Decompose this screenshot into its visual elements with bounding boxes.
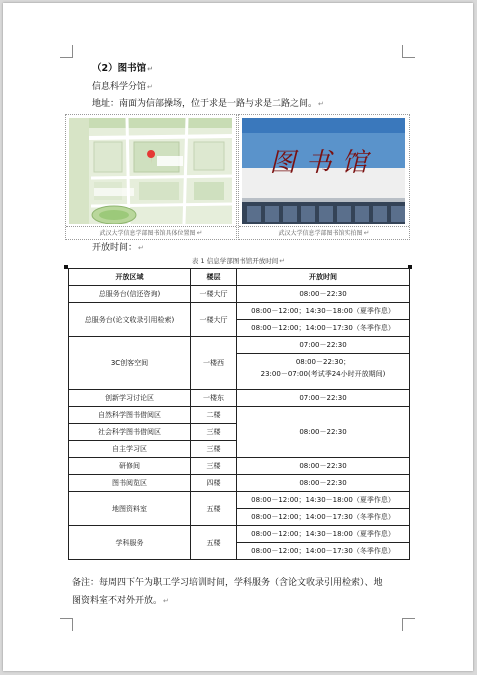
branch-name: 信息科学分馆↵ [92,82,153,92]
time-summer: 08:00－12:00；14:30－18:00（夏季作息） [251,496,395,504]
crop-mark-bottom-right [402,618,415,631]
table-row [69,475,410,492]
cell-floor: 一楼东 [191,390,237,407]
cell-time: 08:00－22:30 [237,475,410,492]
crop-mark-top-left [60,45,73,58]
header-area: 开放区域 [69,269,191,286]
crop-mark-bottom-left [60,618,73,631]
table-row [69,492,410,526]
cell-floor: 一楼大厅 [191,286,237,303]
cell-time [237,526,410,560]
cell-time [237,337,410,390]
cell-floor: 一楼西 [191,337,237,390]
note-line-1: 备注：每周四下午为职工学习培训时间，学科服务（含论文收录引用检索）、地 [72,578,383,588]
time-summer: 08:00－12:00；14:30－18:00（夏季作息） [251,307,395,315]
table-row [69,458,410,475]
cell-floor: 四楼 [191,475,237,492]
cell-area: 创新学习讨论区 [69,390,191,407]
cell-area: 3C创客空间 [69,337,191,390]
photo-caption: 武汉大学信息学部图书馆实拍图↵ [239,226,409,239]
table-row [69,286,410,303]
cell-floor: 三楼 [191,441,237,458]
crop-mark-top-right [402,45,415,58]
cell-floor: 三楼 [191,458,237,475]
table-caption: 表 1 信息学部图书馆开放时间↵ [191,257,286,265]
cell-area: 自然科学图书借阅区 [69,407,191,424]
cell-floor: 三楼 [191,424,237,441]
time-winter: 08:00－12:00；14:00－17:30（冬季作息） [237,319,409,336]
cell-time: 08:00－22:30 [237,458,410,475]
note-line-2: 图资料室不对外开放。↵ [72,596,169,606]
cell-floor: 一楼大厅 [191,303,237,337]
photo-figure [238,114,410,240]
time-regular: 07:00－22:30 [299,341,347,349]
library-photo [242,118,405,224]
cell-time [237,492,410,526]
cell-area: 自主学习区 [69,441,191,458]
table-row [69,390,410,407]
cell-time: 07:00－22:30 [237,390,410,407]
cell-floor: 二楼 [191,407,237,424]
cell-area: 研修间 [69,458,191,475]
cell-area: 总服务台(信还咨询) [69,286,191,303]
time-extended-line1: 08:00－22:30； [295,358,351,366]
cell-floor: 五楼 [191,526,237,560]
cell-area: 地图资料室 [69,492,191,526]
section-heading: （2）图书馆↵ [92,63,153,74]
cell-area: 学科服务 [69,526,191,560]
header-floor: 楼层 [191,269,237,286]
time-winter: 08:00－12:00；14:00－17:30（冬季作息） [237,508,409,525]
table-row [69,337,410,390]
time-extended [237,353,409,389]
campus-map-image [69,118,232,224]
cell-time: 08:00－22:30 [237,286,410,303]
table-row [69,303,410,337]
time-extended-line2: 23:00－07:00(考试季24小时开放期间) [260,370,386,378]
table-row [69,407,410,424]
time-winter: 08:00－12:00；14:00－17:30（冬季作息） [237,542,409,559]
map-figure [65,114,237,240]
cell-area: 图书阅览区 [69,475,191,492]
opening-hours-table [68,268,410,560]
cell-time-merged: 08:00－22:30 [237,407,410,458]
table-row [69,526,410,560]
address-line: 地址：南面为信部操场，位于求是一路与求是二路之间。↵ [92,99,324,109]
cell-area: 总服务台(论文收录引用检索) [69,303,191,337]
hours-intro: 开放时间：↵ [92,243,144,253]
cell-floor: 五楼 [191,492,237,526]
map-caption: 武汉大学信息学部图书馆具体位置图↵ [66,226,236,239]
header-time: 开放时间 [237,269,410,286]
cell-area: 社会科学图书借阅区 [69,424,191,441]
cell-time [237,303,410,337]
library-sign-text: 图书馆 [269,148,378,178]
time-summer: 08:00－12:00；14:30－18:00（夏季作息） [251,530,395,538]
